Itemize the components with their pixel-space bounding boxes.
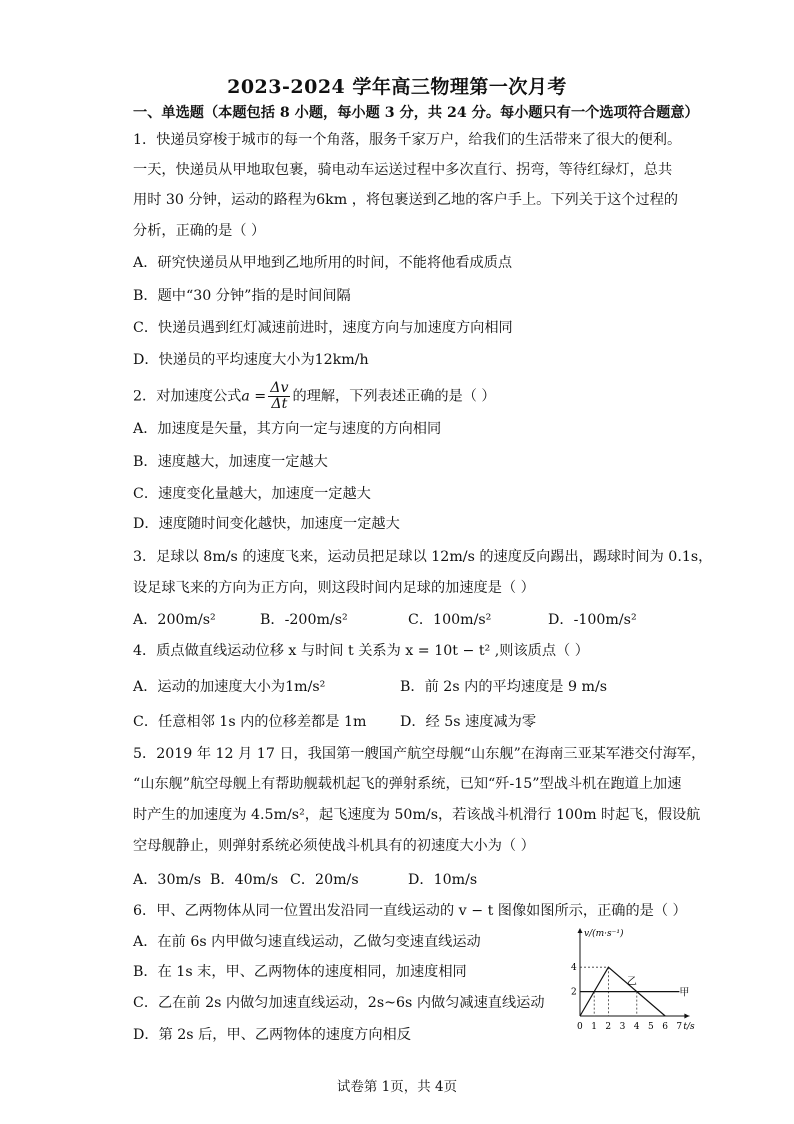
q5-line-4: 空母舰静止，则弹射系统必须使战斗机具有的初速度大小为（ ） [133, 838, 535, 854]
q4-option-b: B．前 2s 内的平均速度是 9 m/s [400, 679, 608, 695]
x-tick-label: 4 [633, 1022, 640, 1032]
q1-line-4: 分析，正确的是（ ） [133, 223, 266, 239]
x-tick-label: 1 [591, 1022, 597, 1032]
q2-formula-fraction [268, 381, 290, 412]
q2-stem [133, 381, 496, 412]
q4-stem: 4．质点做直线运动位移 x 与时间 t 关系为 x = 10t − t² ,则该质点（ ） [133, 643, 589, 659]
q2-prefix: 2．对加速度公式 [133, 388, 242, 405]
q1-option-a: A．研究快递员从甲地到乙地所用的时间，不能将他看成质点 [133, 255, 513, 271]
q3-line-1: 3．足球以 8m/s 的速度飞来，运动员把足球以 12m/s 的速度反向踢出，踢球时间为 0.1s， [133, 549, 713, 565]
x-tick-label: 5 [648, 1022, 654, 1032]
x-tick-label: 6 [662, 1022, 668, 1032]
series-label-yi: 乙 [626, 976, 637, 988]
q6-option-d: D．第 2s 后，甲、乙两物体的速度方向相反 [133, 1027, 411, 1043]
q5-option-c: C．20m/s [290, 872, 359, 888]
q1-option-b: B．题中“30 分钟”指的是时间间隔 [133, 288, 351, 304]
q2-formula-denominator: Δt [271, 396, 288, 412]
q1-line-1: 1．快递员穿梭于城市的每一个角落，服务千家万户，给我们的生活带来了很大的便利。 [133, 132, 682, 148]
q5-option-a: A．30m/s [133, 872, 202, 888]
q6-option-a: A．在前 6s 内甲做匀速直线运动，乙做匀变速直线运动 [133, 934, 481, 950]
page-footer: 试卷第 1页，共 4页 [336, 1079, 458, 1095]
q1-option-c: C．快递员遇到红灯减速前进时，速度方向与加速度方向相同 [133, 320, 513, 336]
q1-option-d: D．快递员的平均速度大小为12km/h [133, 352, 369, 368]
q1-line-2: 一天，快递员从甲地取包裹，骑电动车运送过程中多次直行、拐弯，等待红绿灯，总共 [133, 162, 673, 178]
q3-option-b: B．-200m/s² [260, 612, 348, 628]
q4-option-c: C．任意相邻 1s 内的位移差都是 1m [133, 714, 367, 730]
q3-option-c: C．100m/s² [408, 612, 492, 628]
q3-option-a: A．200m/s² [133, 612, 216, 628]
q2-option-c: C．速度变化量越大，加速度一定越大 [133, 486, 371, 502]
x-axis-arrow [684, 1014, 689, 1019]
q5-line-2: “山东舰”航空母舰上有帮助舰载机起飞的弹射系统，已知“歼-15”型战斗机在跑道上加速 [133, 776, 682, 792]
y-axis-label: v/(m·s⁻¹) [584, 929, 624, 939]
q5-line-1: 5．2019 年 12 月 17 日，我国第一艘国产航空母舰“山东舰”在海南三亚某军港交付海军， [133, 746, 706, 762]
q5-option-b: B．40m/s [210, 872, 279, 888]
q4-option-a: A．运动的加速度大小为1m/s² [133, 679, 326, 695]
x-tick-label: 7 [676, 1022, 683, 1032]
q3-option-d: D．-100m/s² [548, 612, 637, 628]
q6-stem: 6．甲、乙两物体从同一位置出发沿同一直线运动的 v − t 图像如图所示，正确的是（ ） [133, 903, 687, 919]
series-label-jia: 甲 [679, 987, 690, 999]
page-title: 2023-2024 学年高三物理第一次月考 [227, 76, 567, 98]
x-axis-label: t/s [683, 1022, 695, 1032]
q2-option-d: D．速度随时间变化越快，加速度一定越大 [133, 516, 400, 532]
q2-suffix: 的理解，下列表述正确的是（ ） [292, 388, 496, 405]
q2-option-a: A．加速度是矢量，其方向一定与速度的方向相同 [133, 421, 442, 437]
q6-option-c: C．乙在前 2s 内做匀加速直线运动，2s~6s 内做匀减速直线运动 [133, 995, 545, 1011]
x-tick-label: 0 [577, 1022, 583, 1032]
q3-line-2: 设足球飞来的方向为正方向，则这段时间内足球的加速度是（ ） [133, 580, 535, 596]
q5-line-3: 时产生的加速度为 4.5m/s²，起飞速度为 50m/s，若该战斗机滑行 100m 时起飞，假设航 [133, 807, 701, 823]
y-tick-label: 4 [571, 963, 577, 974]
q2-option-b: B．速度越大，加速度一定越大 [133, 454, 328, 470]
q2-formula-numerator: Δv [270, 380, 289, 396]
x-tick-label: 3 [619, 1022, 626, 1032]
q1-line-3: 用时 30 分钟，运动的路程为6km ，将包裹送到乙地的客户手上。下列关于这个过程的 [133, 192, 679, 208]
q6-option-b: B．在 1s 末，甲、乙两物体的速度相同，加速度相同 [133, 964, 467, 980]
section-heading: 一、单选题（本题包括 8 小题，每小题 3 分，共 24 分。每小题只有一个选项符合题意） [133, 105, 699, 121]
q2-formula-lhs: a = [241, 388, 267, 405]
q4-option-d: D．经 5s 速度减为零 [400, 714, 537, 730]
y-tick-label: 2 [571, 987, 577, 998]
x-tick-label: 2 [605, 1022, 612, 1032]
vt-graph [568, 922, 708, 1032]
y-axis-arrow [578, 928, 583, 933]
q5-option-d: D．10m/s [408, 872, 478, 888]
